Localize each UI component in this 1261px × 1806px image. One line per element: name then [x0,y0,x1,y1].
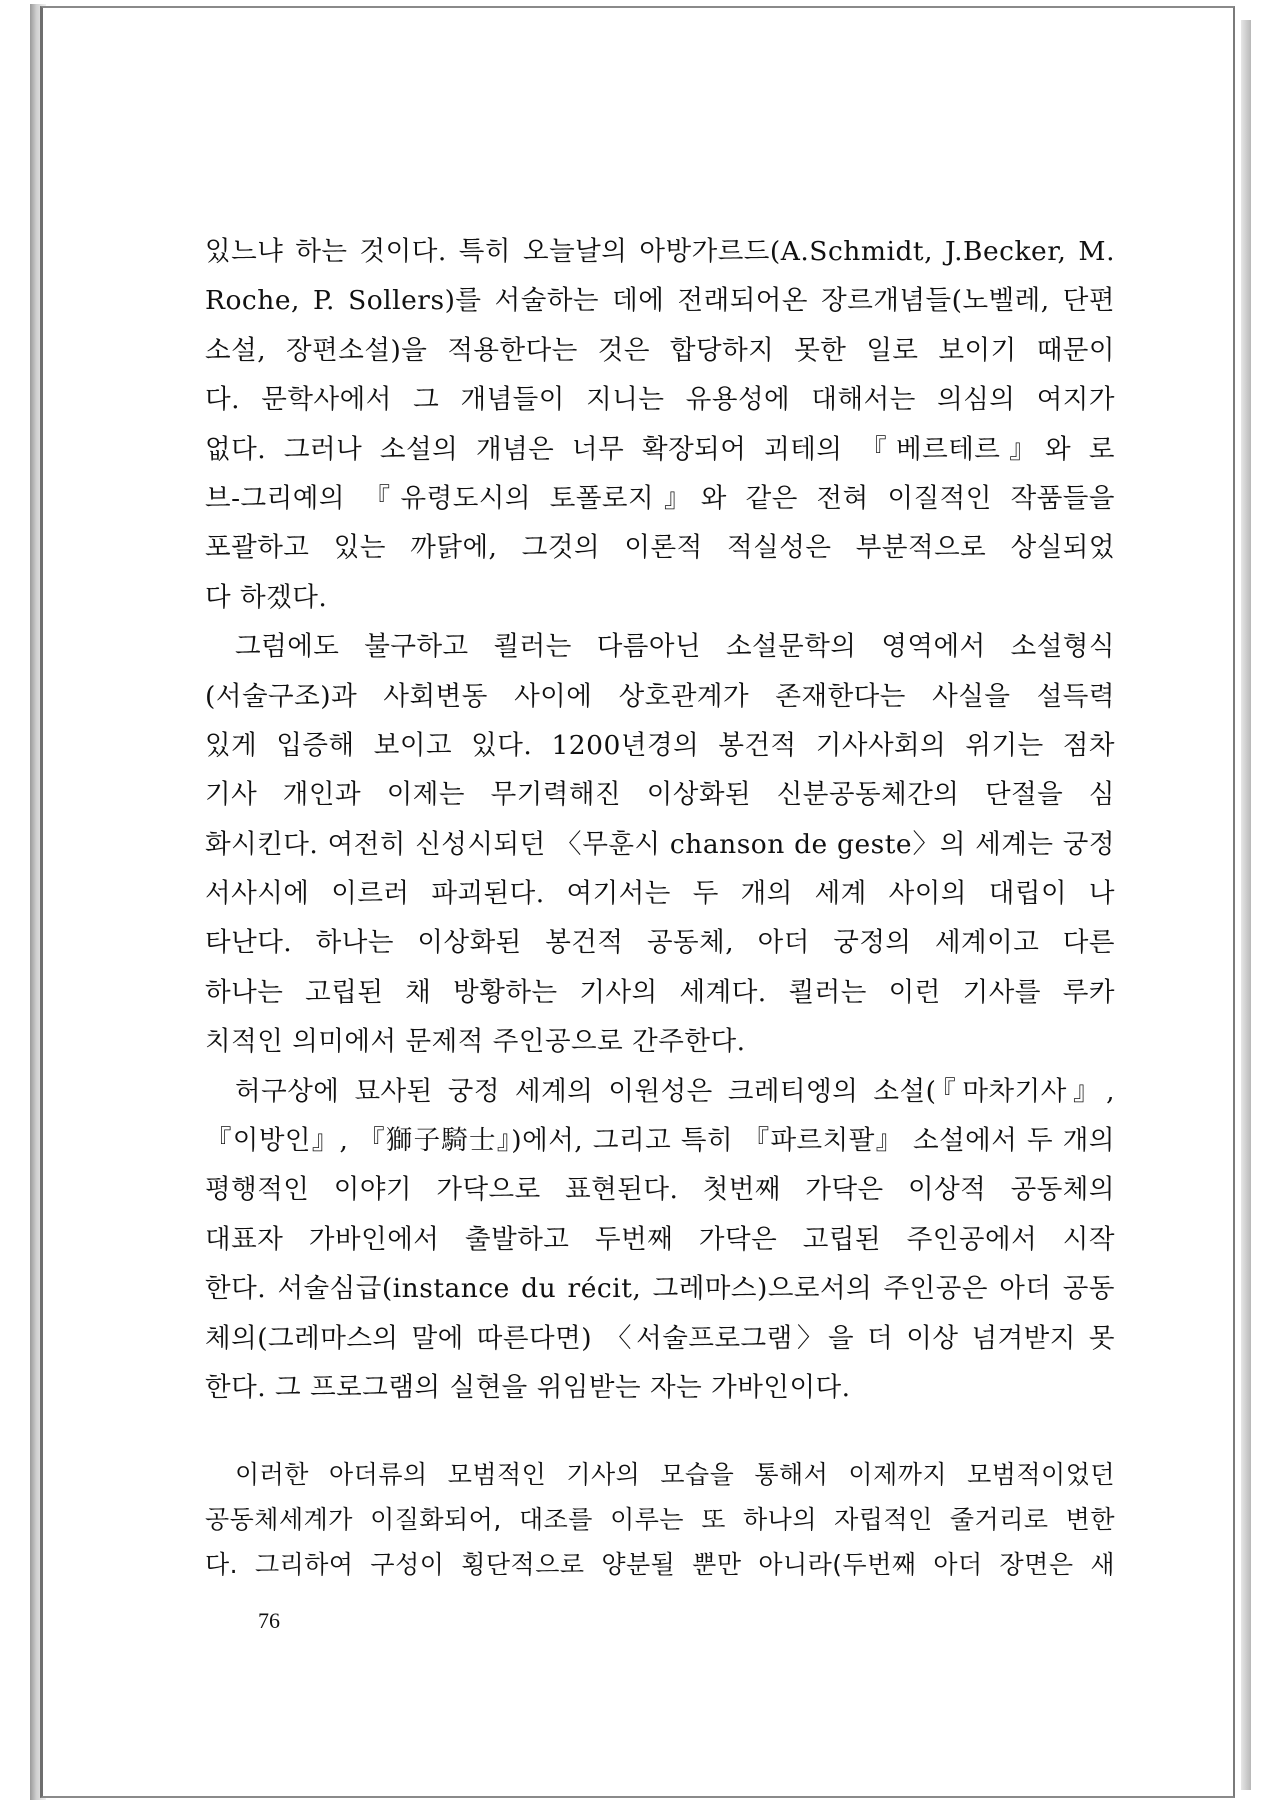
text-line: (서술구조)과 사회변동 사이에 상호관계가 존재한다는 사실을 설득력 [205,680,1115,712]
text-line: 체의(그레마스의 말에 따른다면) 〈서술프로그램〉을 더 이상 넘겨받지 못 [205,1322,1115,1354]
text-line: 한다. 그 프로그램의 실현을 위임받는 자는 가바인이다. [205,1371,851,1403]
quote-line: 다. 그리하여 구성이 횡단적으로 양분될 뿐만 아니라(두번째 아더 장면은 새 [205,1550,1115,1580]
text-line: Roche, P. Sollers)를 서술하는 데에 전래되어온 장르개념들(노벨레, 단편 [205,285,1115,317]
text-line: 그럼에도 불구하고 쾰러는 다름아닌 소설문학의 영역에서 소설형식 [235,631,1115,663]
text-line: 평행적인 이야기 가닥으로 표현된다. 첫번째 가닥은 이상적 공동체의 [205,1174,1115,1206]
text-line: 화시킨다. 여전히 신성시되던 〈무훈시 chanson de geste〉의 세계는 궁정 [205,828,1115,860]
page-edge [1241,20,1251,1790]
text-line: 허구상에 묘사된 궁정 세계의 이원성은 크레티엥의 소설(『마차기사』, [235,1075,1115,1107]
text-line: 한다. 서술심급(instance du récit, 그레마스)으로서의 주인공은 아더 공동 [205,1273,1115,1305]
text-line: 『이방인』, 『獅子騎士』)에서, 그리고 특히 『파르치팔』 소설에서 두 개의 [205,1125,1115,1157]
text-line: 브-그리예의 『유령도시의 토폴로지』와 같은 전혀 이질적인 작품들을 [205,482,1115,514]
body-text [205,227,1115,1587]
text-line: 대표자 가바인에서 출발하고 두번째 가닥은 고립된 주인공에서 시작 [205,1223,1115,1255]
page-number: 76 [258,1608,280,1633]
text-line: 하나는 고립된 채 방황하는 기사의 세계다. 쾰러는 이런 기사를 루카 [205,976,1115,1008]
block-quote [205,1452,1115,1587]
text-line: 포괄하고 있는 까닭에, 그것의 이론적 적실성은 부분적으로 상실되었 [205,532,1115,564]
paragraph-gap [205,1412,1115,1452]
text-line: 소설, 장편소설)을 적용한다는 것은 합당하지 못한 일로 보이기 때문이 [205,334,1115,366]
text-line: 타난다. 하나는 이상화된 봉건적 공동체, 아더 궁정의 세계이고 다른 [205,927,1115,959]
text-line: 기사 개인과 이제는 무기력해진 이상화된 신분공동체간의 단절을 심 [205,779,1115,811]
text-line: 다. 문학사에서 그 개념들이 지니는 유용성에 대해서는 의심의 여지가 [205,384,1115,416]
text-line: 없다. 그러나 소설의 개념은 너무 확장되어 괴테의 『베르테르』와 로 [205,433,1115,465]
text-line: 치적인 의미에서 문제적 주인공으로 간주한다. [205,1026,746,1058]
quote-line: 이러한 아더류의 모범적인 기사의 모습을 통해서 이제까지 모범적이었던 [235,1460,1115,1490]
text-line: 있게 입증해 보이고 있다. 1200년경의 봉건적 기사사회의 위기는 점차 [205,729,1115,761]
text-line: 다 하겠다. [205,581,328,613]
text-line: 서사시에 이르러 파괴된다. 여기서는 두 개의 세계 사이의 대립이 나 [205,878,1115,910]
quote-line: 공동체세계가 이질화되어, 대조를 이루는 또 하나의 자립적인 줄거리로 변한 [205,1505,1115,1535]
text-line: 있느냐 하는 것이다. 특히 오늘날의 아방가르드(A.Schmidt, J.Becker, M. [205,236,1115,267]
